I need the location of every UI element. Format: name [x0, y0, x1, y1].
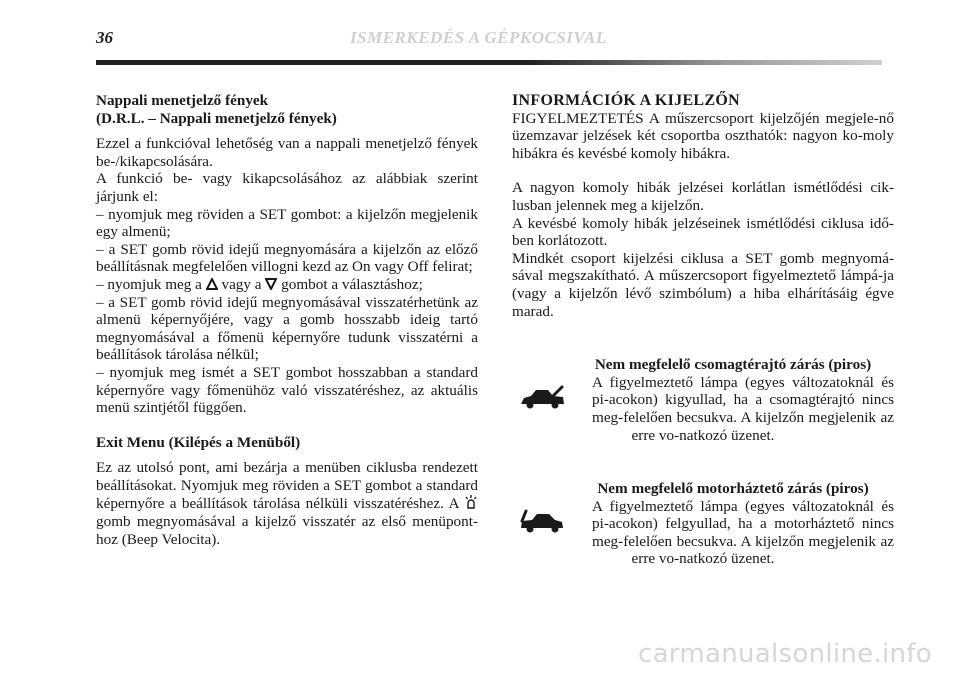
page-number: 36: [96, 28, 113, 47]
mode-button-icon: [464, 494, 478, 509]
exit-para-b: gomb megnyomásával a kijelző visszatér az első menüpont-hoz (Beep Velocita).: [96, 513, 478, 548]
exit-menu-para: [96, 459, 478, 548]
right-column: [512, 92, 894, 568]
info-para3: A kevésbé komoly hibák jelzéseinek ismétlődési ciklusa idő-ben korlátozott.: [512, 214, 894, 250]
drl-step5: – nyomjuk meg ismét a SET gombot hosszabban a standard képernyőre vagy főmenühöz való visszatéréshez, az aktuális menü szintjétől függően.: [96, 363, 478, 417]
section-title: INFORMÁCIÓK A KIJELZŐN: [512, 92, 740, 109]
drl-step2: – a SET gomb rövid idejű megnyomására a kijelzőn az előző beállításnak megfelelően villogni kezd az On vagy Off felirat;: [96, 240, 478, 276]
bonnet-open-icon: [518, 502, 566, 538]
down-triangle-icon: [265, 278, 277, 290]
warning-bonnet-title: Nem megfelelő motorháztető zárás (piros): [597, 480, 869, 498]
warning-bonnet-body: A figyelmeztető lámpa (egyes változatoknál és pi-acokon) felgyullad, ha a motorháztető nincs meg-felelően becsukva. A kijelzőn megjelenik az erre vo-natkozó üzenet.: [592, 497, 894, 568]
drl-para1: Ezzel a funkcióval lehetőség van a nappali menetjelző fények be-/kikapcsolására.: [96, 135, 478, 170]
info-para2: A nagyon komoly hibák jelzései korlátlan ismétlődési cik-lusban jelennek meg a kijelzőn.: [512, 179, 894, 214]
exit-menu-heading: Exit Menu (Kilépés a Menüből): [96, 433, 301, 451]
drl-para2: A funkció be- vagy kikapcsolásához az alábbiak szerint járjunk el:: [96, 170, 478, 205]
drl-step3-c: gombot a választáshoz;: [277, 275, 423, 293]
warning-trunk: [512, 356, 894, 444]
header-rule: [96, 60, 882, 65]
drl-step3: [96, 276, 478, 294]
running-head: ISMERKEDÉS A GÉPKOCSIVAL: [350, 28, 607, 47]
exit-para-a: Ez az utolsó pont, ami bezárja a menüben ciklusba rendezett beállításokat. Nyomjuk meg röviden a SET gombot a standard képernyőre a beállítások tárolása nélküli visszatéréshez. A: [96, 459, 478, 513]
up-triangle-icon: [206, 278, 218, 290]
left-column: [96, 92, 478, 548]
warning-bonnet: [512, 480, 894, 568]
drl-step4: – a SET gomb rövid idejű megnyomásával visszatérhetünk az almenü képernyőjére, vagy a gomb hosszabb ideig tartó megnyomásával a főmenü képernyőre tudunk visszatérni a beállítások tárolása nélkül;: [96, 293, 478, 364]
watermark: carmanualsonline.info: [637, 639, 932, 669]
drl-step3-b: vagy a: [217, 275, 266, 293]
trunk-open-icon: [518, 378, 566, 414]
info-para1: FIGYELMEZTETÉS A műszercsoport kijelzőjén megjele-nő üzemzavar jelzések két csoportba oszthatók: nagyon ko-moly hibákra és kevésbé komoly hibákra.: [512, 109, 894, 162]
warning-trunk-title: Nem megfelelő csomagtérajtó zárás (piros): [594, 356, 872, 374]
drl-heading-line2: (D.R.L. – Nappali menetjelző fények): [96, 109, 337, 127]
drl-step3-a: – nyomjuk meg a: [96, 275, 206, 293]
drl-step1: – nyomjuk meg röviden a SET gombot: a kijelzőn megjelenik egy almenü;: [96, 205, 478, 241]
info-para4: Mindkét csoport kijelzési ciklusa a SET gomb megnyomá-sával megszakítható. A műszercsoport figyelmeztető lámpá-ja (vagy a kijelzőn lévő szimbólum) a hiba elhárításáig égve marad.: [512, 249, 894, 320]
warning-trunk-body: A figyelmeztető lámpa (egyes változatoknál és pi-acokon) kigyullad, ha a csomagtérajtó nincs meg-felelően becsukva. A kijelzőn megjelenik az erre vo-natkozó üzenet.: [592, 373, 894, 444]
drl-heading-line1: Nappali menetjelző fények: [96, 92, 269, 109]
